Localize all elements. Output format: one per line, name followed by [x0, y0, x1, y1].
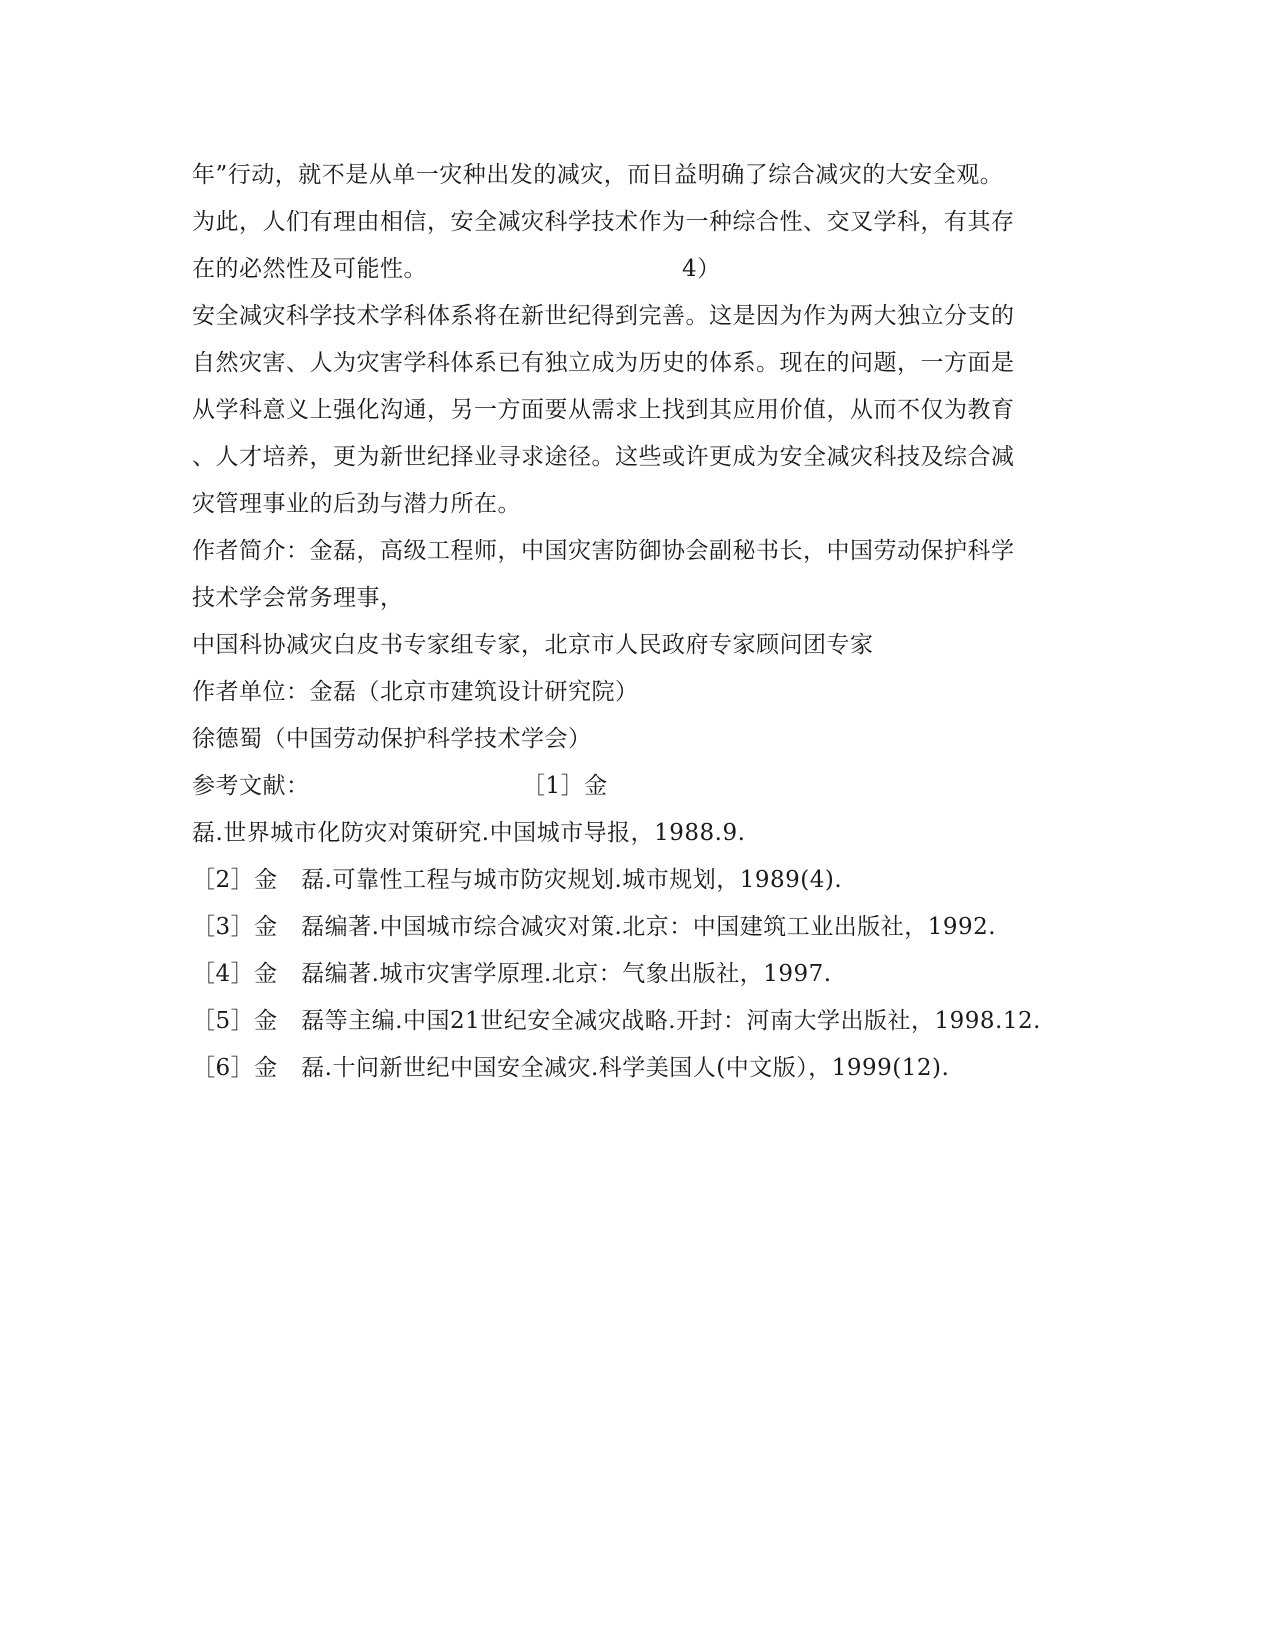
reference-item: ［4］金 磊编著.城市灾害学原理.北京：气象出版社，1997.	[192, 961, 832, 987]
body-text-line: 自然灾害、人为灾害学科体系已有独立成为历史的体系。现在的问题，一方面是	[192, 350, 1015, 376]
author-intro-line: 作者简介：金磊，高级工程师，中国灾害防御协会副秘书长，中国劳动保护科学	[192, 538, 1015, 564]
body-text-line: 为此，人们有理由相信，安全减灾科学技术作为一种综合性、交叉学科，有其存	[192, 209, 1015, 235]
body-text-line: 、人才培养，更为新世纪择业寻求途径。这些或许更成为安全减灾科技及综合减	[192, 444, 1015, 470]
body-text-line: 灾管理事业的后劲与潜力所在。	[192, 491, 521, 517]
references-label: 参考文献：	[192, 773, 310, 799]
section-marker: 4）	[682, 256, 721, 282]
body-text-line: 年”行动，就不是从单一灾种出发的减灾，而日益明确了综合减灾的大安全观。	[192, 162, 1004, 188]
reference-item: ［6］金 磊.十问新世纪中国安全减灾.科学美国人(中文版），1999(12).	[192, 1055, 950, 1081]
author-intro-line: 中国科协减灾白皮书专家组专家，北京市人民政府专家顾问团专家	[192, 632, 874, 658]
author-intro-line: 技术学会常务理事，	[192, 585, 404, 611]
reference-item: ［5］金 磊等主编.中国21世纪安全减灾战略.开封：河南大学出版社，1998.12.	[192, 1008, 1041, 1034]
author-unit-line: 作者单位：金磊（北京市建筑设计研究院）	[192, 679, 639, 705]
reference-item-head: ［1］金	[522, 773, 608, 799]
reference-item-tail: 磊.世界城市化防灾对策研究.中国城市导报，1988.9.	[192, 820, 746, 846]
body-text-line: 从学科意义上强化沟通，另一方面要从需求上找到其应用价值，从而不仅为教育	[192, 397, 1015, 423]
reference-item: ［3］金 磊编著.中国城市综合减灾对策.北京：中国建筑工业出版社，1992.	[192, 914, 997, 940]
body-text-line: 在的必然性及可能性。	[192, 256, 427, 282]
body-text-line: 安全减灾科学技术学科体系将在新世纪得到完善。这是因为作为两大独立分支的	[192, 303, 1015, 329]
reference-item: ［2］金 磊.可靠性工程与城市防灾规划.城市规划，1989(4).	[192, 867, 843, 893]
author-unit-line: 徐德蜀（中国劳动保护科学技术学会）	[192, 726, 592, 752]
